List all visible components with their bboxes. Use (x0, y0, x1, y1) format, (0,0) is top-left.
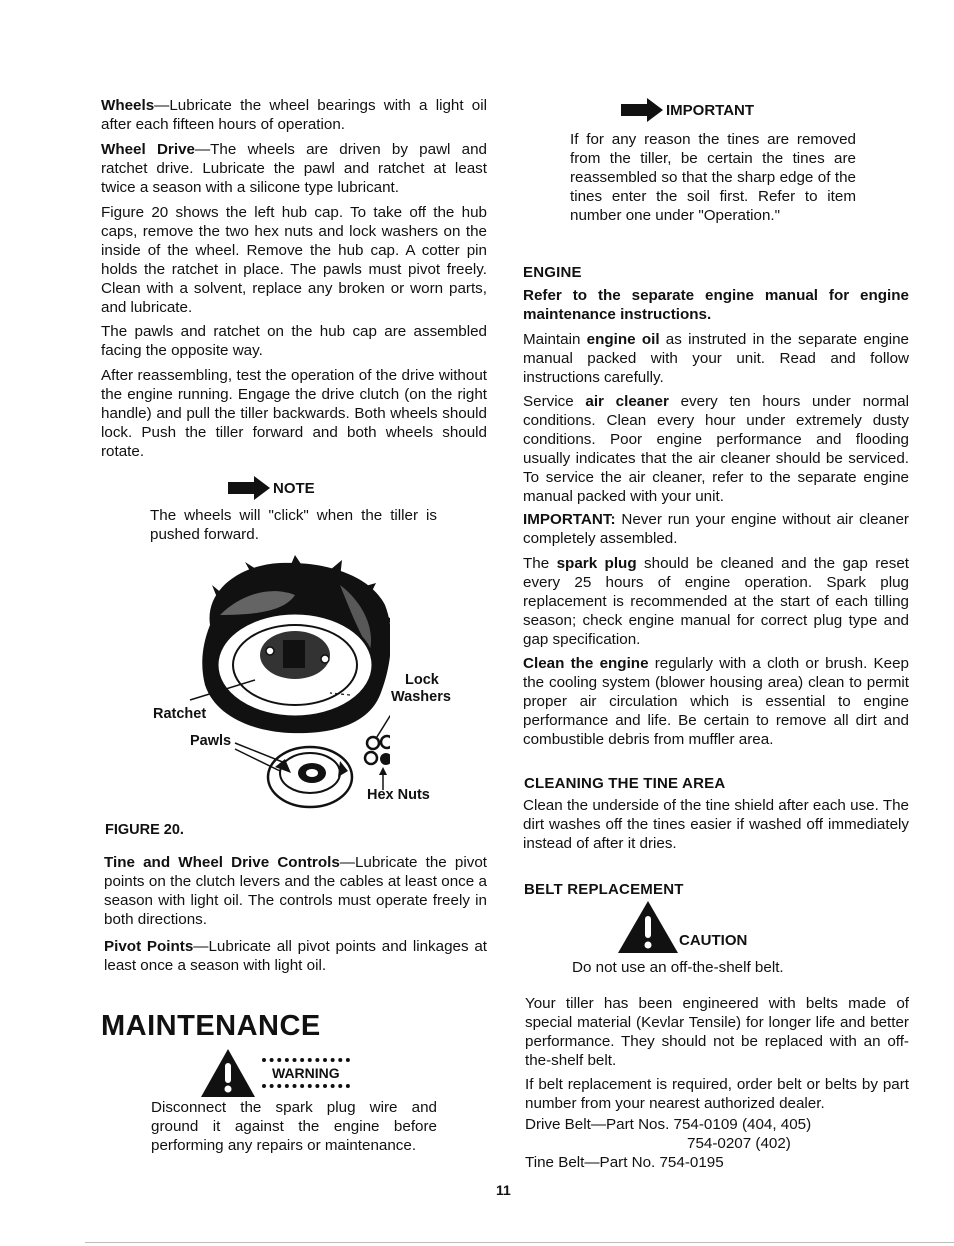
arrow-right-icon (228, 476, 270, 500)
pivot-text: —Lubricate all pivot points and linkages at least once a season with light oil. (104, 938, 487, 974)
warning-text: Disconnect the spark plug wire and ground it against the engine before performing any repairs or maintenance. (151, 1099, 437, 1154)
warning-label: WARNING (262, 1058, 350, 1088)
page-number: 11 (496, 1182, 511, 1198)
air-pre: Service (523, 393, 586, 410)
figure-caption: FIGURE 20. (105, 822, 184, 838)
drive-belt-line-2: 754-0207 (402) (687, 1135, 791, 1152)
tine-belt-line: Tine Belt—Part No. 754-0195 (525, 1154, 724, 1171)
oil-term: engine oil (586, 331, 660, 348)
oil-post: as instruted in the separate engine manual packed with your unit. Read and follow instructions carefully. (523, 331, 909, 386)
lock-label: Lock (405, 672, 439, 688)
caution-text: Do not use an off-the-shelf belt. (572, 959, 784, 976)
caution-callout-title (617, 900, 747, 954)
note-title: NOTE (273, 479, 315, 497)
spark-pre: The (523, 555, 557, 572)
hex-nuts-label: Hex Nuts (367, 787, 430, 803)
ratchet-label: Ratchet (153, 706, 207, 722)
pawls-label: Pawls (190, 733, 232, 749)
bottom-rule (85, 1242, 954, 1243)
wheel-drive-text: —The wheels are driven by pawl and ratchet drive. Lubricate the pawl and ratchet at least twice a season with a silicone type lubricant. (101, 141, 487, 196)
engine-oil-paragraph (523, 330, 909, 387)
note-callout-title (228, 476, 315, 500)
important-post: Never run your engine without air cleaner completely assembled. (523, 511, 909, 547)
spark-term: spark plug (556, 555, 637, 572)
engine-heading: ENGINE (523, 264, 582, 281)
spark-plug-paragraph (523, 554, 909, 649)
maintenance-title: MAINTENANCE (101, 1010, 321, 1042)
wheel-drive-term: Wheel Drive (101, 141, 195, 158)
belts-paragraph: Your tiller has been engineered with belts made of special material (Kevlar Tensile) for longer life and better performance. They should not be replaced with an off-the-shelf belt. (525, 995, 909, 1069)
oil-pre: Maintain (523, 331, 587, 348)
wheels-text: —Lubricate the wheel bearings with a light oil after each fifteen hours of operation. (101, 97, 487, 133)
air-post: every ten hours under normal conditions. Clean every hour under extremely dusty conditions. Poor engine performance and flooding usually indicates that the air cleaner should be serviced. To service the air cleaner, refer to the separate engine manual packed with your unit. (523, 393, 909, 505)
warning-triangle-icon (200, 1048, 256, 1098)
engine-manual-note: Refer to the separate engine manual for engine maintenance instructions. (523, 287, 909, 323)
figure20-paragraph: Figure 20 shows the left hub cap. To take off the hub caps, remove the two hex nuts and lock washers on the inside of the wheel. Remove the hub cap. A cotter pin holds the ratchet in place. The pawls must pivot freely. Clean with a solvent, replace any broken or worn parts, and lubricate. (101, 204, 487, 316)
clean-post: regularly with a cloth or brush. Keep the cooling system (blower housing area) clean to permit proper air circulation which is essential to engine performance and life. Be certain to remove all dirt and combustible debris from muffler area. (523, 655, 909, 748)
important-callout-title (621, 98, 754, 122)
important-text: If for any reason the tines are removed from the tiller, be certain the tines are reassembled so that the sharp edge of the tines enter the soil first. Refer to item number one under "Operation." (570, 131, 856, 224)
note-text: The wheels will "click" when the tiller is pushed forward. (150, 507, 437, 543)
wheels-term: Wheels (101, 97, 155, 114)
spark-post: should be cleaned and the gap reset every 25 hours of engine operation. Spark plug replacement is recommended at the start of each tilling season; check engine manual for correct plug type and gap specification. (523, 555, 910, 648)
clean-term: Clean the engine (523, 655, 649, 672)
figure-20 (40, 555, 390, 825)
controls-term: Tine and Wheel Drive Controls (104, 854, 340, 871)
controls-paragraph (104, 853, 487, 929)
belt-heading: BELT REPLACEMENT (524, 881, 684, 898)
wheel-hub-illustration (40, 555, 390, 825)
pivot-term: Pivot Points (104, 938, 194, 955)
important-title: IMPORTANT (666, 101, 755, 119)
tine-area-text: Clean the underside of the tine shield after each use. The dirt washes off the tines easier if washed off immediately instead of after it dries. (523, 797, 909, 852)
tine-area-heading: CLEANING THE TINE AREA (524, 775, 726, 792)
pawls-paragraph: The pawls and ratchet on the hub cap are assembled facing the opposite way. (101, 323, 487, 359)
reassembling-paragraph: After reassembling, test the operation of the drive without the engine running. Engage the drive clutch (on the right handle) and pull the tiller backwards. Both wheels should lock. Push the tiller forward and both wheels should rotate. (101, 367, 487, 460)
wheel-drive-paragraph (101, 140, 487, 197)
drive-belt-line: Drive Belt—Part Nos. 754-0109 (404, 405) (525, 1116, 812, 1133)
arrow-right-icon (621, 98, 663, 122)
pivot-paragraph (104, 937, 487, 975)
air-cleaner-paragraph (523, 392, 909, 506)
clean-engine-paragraph (523, 654, 909, 749)
order-paragraph: If belt replacement is required, order belt or belts by part number from your nearest authorized dealer. (525, 1076, 909, 1112)
wheels-paragraph (101, 96, 487, 134)
controls-text: —Lubricate the pivot points on the clutch levers and the cables at least once a season with light oil. The controls must operate freely in both directions. (104, 854, 487, 928)
important-term: IMPORTANT: (523, 511, 616, 528)
warning-callout (200, 1048, 350, 1098)
washers-label: Washers (391, 689, 451, 705)
caution-triangle-icon (617, 900, 679, 954)
air-term: air cleaner (585, 393, 669, 410)
important-air-paragraph (523, 510, 909, 548)
caution-title: CAUTION (679, 931, 748, 949)
